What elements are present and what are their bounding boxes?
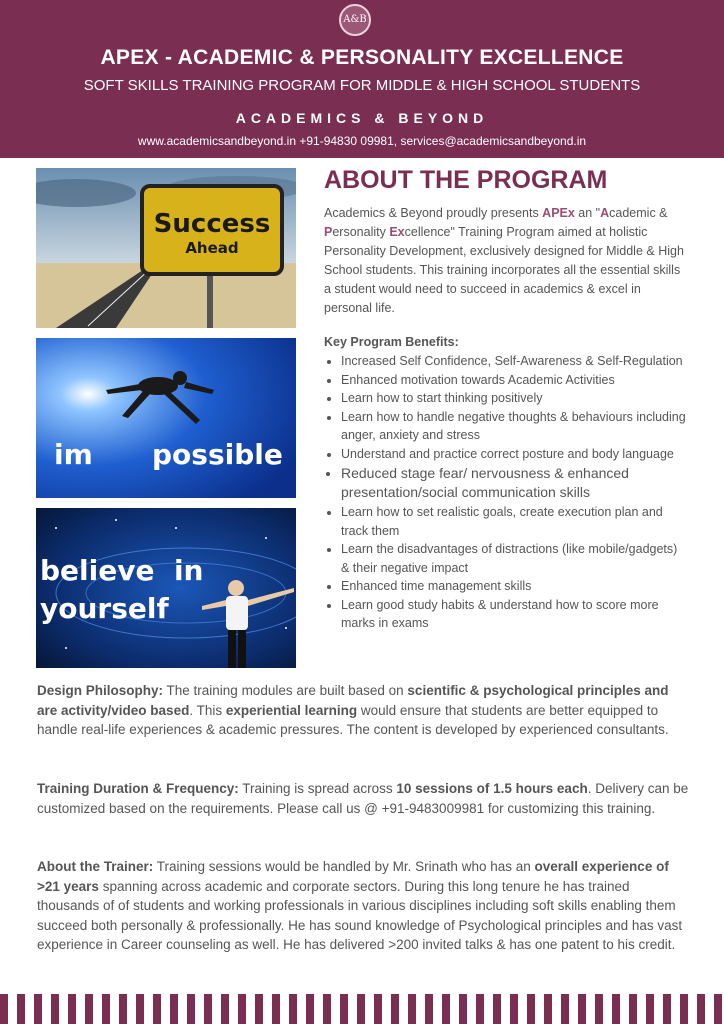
contact-line: www.academicsandbeyond.in +91-94830 09981, services@academicsandbeyond.in — [137, 134, 587, 148]
impossible-word-part1: im — [54, 438, 93, 471]
training-duration-paragraph: Training Duration & Frequency: Training is spread across 10 sessions of 1.5 hours each. Delivery can be customized based on the requirements. Please call us @ +91-9483009981 for customizing this training. — [37, 781, 689, 816]
list-item: • Increased Self Confidence, Self-Awareness & Self-Regulation — [341, 352, 686, 371]
about-heading: ABOUT THE PROGRAM — [324, 166, 608, 194]
list-item: • Learn the disadvantages of distractions (like mobile/gadgets) & their negative impact — [341, 540, 686, 577]
believe-in-yourself-image — [36, 508, 296, 668]
program-title: APEX - ACADEMIC & PERSONALITY EXCELLENCE — [100, 46, 624, 69]
believe-line2: yourself — [40, 592, 169, 625]
success-sign-line2: Ahead — [185, 239, 239, 257]
about-trainer-paragraph: About the Trainer: Training sessions would be handled by Mr. Srinath who has an overall experience of >21 years spanning across academic and corporate sectors. During this long tenure he has trained thousands of of students and working professionals in various disciplines including soft skills enabling them succeed both personally & professionally. He has sound knowledge of Psychological principles and has vast experience in Career counseling as well. He has delivered >200 invited talks & has one patent to his credit. — [37, 859, 683, 953]
brand-name: ACADEMICS & BEYOND — [235, 110, 489, 126]
success-sign-line1: Success — [153, 209, 271, 239]
list-item: • Learn how to start thinking positively — [341, 389, 686, 408]
list-item: • Understand and practice correct posture and body language — [341, 445, 686, 464]
brand-logo: A&B — [339, 4, 371, 36]
list-item: • Enhanced motivation towards Academic Activities — [341, 371, 686, 390]
about-intro: Academics & Beyond proudly presents APEx an "Academic & Personality Excellence" Training Program aimed at holistic Personality Development, exclusively designed for Middle & High School students. This training incorporates all the essential skills a student would need to succeed in academics & excel in personal life. — [324, 206, 684, 315]
success-ahead-image — [36, 168, 296, 328]
impossible-image — [36, 338, 296, 498]
footer-stripe-border — [0, 994, 724, 1024]
benefits-list — [324, 352, 686, 633]
believe-line1: believe in — [40, 554, 204, 587]
benefits-heading: Key Program Benefits: — [324, 335, 459, 349]
header-banner — [0, 0, 724, 158]
list-item: • Enhanced time management skills — [341, 577, 686, 596]
program-subtitle: SOFT SKILLS TRAINING PROGRAM FOR MIDDLE & HIGH SCHOOL STUDENTS — [83, 77, 641, 94]
list-item: • Learn good study habits & understand how to score more marks in exams — [341, 596, 686, 633]
impossible-word-part2: possible — [152, 438, 283, 471]
design-philosophy-paragraph: Design Philosophy: The training modules are built based on scientific & psychological principles and are activity/video based. This experiential learning would ensure that students are better equipped to handle real-life experiences & academic pressures. The content is developed by experienced consultants. — [37, 683, 669, 738]
list-item: • Reduced stage fear/ nervousness & enhanced presentation/social communication skills — [341, 464, 686, 502]
list-item: • Learn how to set realistic goals, create execution plan and track them — [341, 503, 686, 540]
list-item: • Learn how to handle negative thoughts & behaviours including anger, anxiety and stress — [341, 408, 686, 445]
